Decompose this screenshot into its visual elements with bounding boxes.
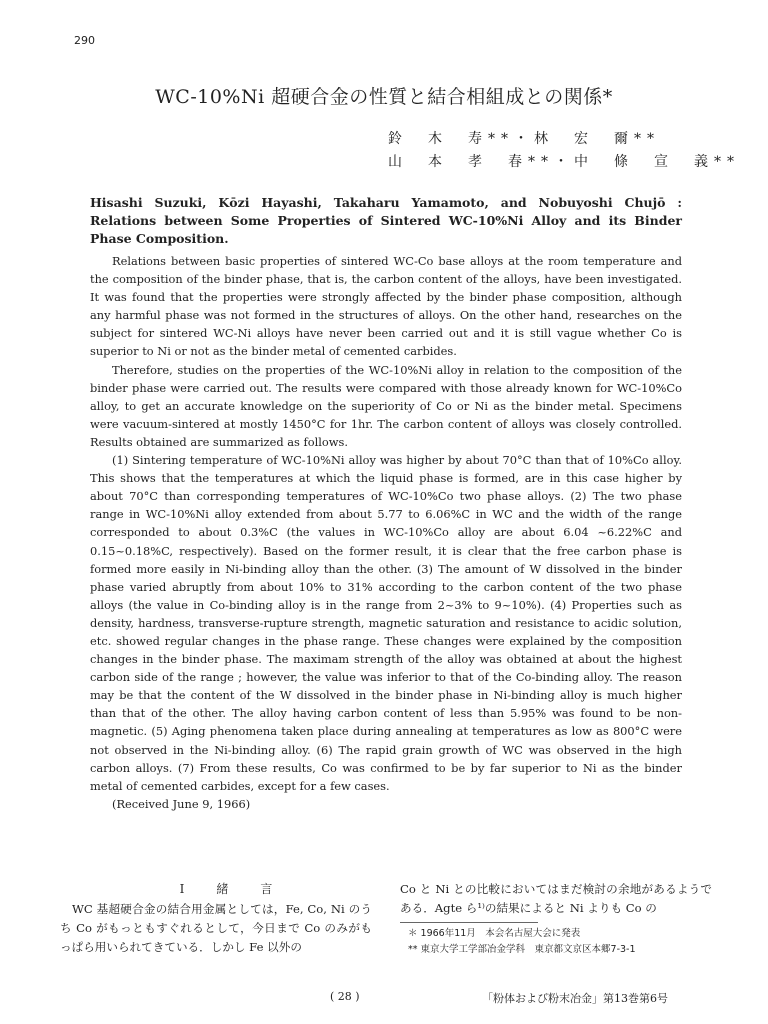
footnote-2: ** 東京大学工学部冶金学科 東京都文京区本郷7-3-1	[408, 944, 636, 955]
paper-title-english: Hisashi Suzuki, Kōzi Hayashi, Takaharu Yamamoto, and Nobuyoshi Chujō : Relations between Some Properties of Sintered WC-10%Ni Alloy and its Binder Phase Composition.	[90, 195, 682, 246]
intro-paragraph: WC 基超硬合金の結合用金属としては，Fe, Co, Ni のうち Co がもっともすぐれるとして，今日まで Co のみがもっぱら用いられてきている．しかし Fe 以外の	[60, 902, 372, 954]
abstract	[90, 252, 682, 813]
abstract-paragraph-3: (1) Sintering temperature of WC-10%Ni alloy was higher by about 70°C than that of 10%Co alloy. This shows that the temperatures at which the liquid phase is formed, are in this case higher by about 70°C than corresponding temperatures of WC-10%Co two phase alloys. (2) The two phase range in WC-10%Ni alloy extended from about 5.77 to 6.06%C in WC and the width of the range corresponded to about 0.3%C (the values in WC-10%Co alloy are about 6.04 ~6.22%C and 0.15~0.18%C, respectively). Based on the former result, it is clear that the free carbon phase is formed more easily in Ni-binding alloy than the other. (3) The amount of W dissolved in the binder phase varied abruptly from about 10% to 31% according to the carbon content of the two phase alloys (the value in Co-binding alloy is in the range from 2~3% to 9~10%). (4) Properties such as density, hardness, transverse-rupture strength, magnetic saturation and resistance to acidic solution, etc. showed regular changes in the phase range. These changes were explained by the composition changes in the binder phase. The maximam strength of the alloy was obtained at about the highest carbon side of the range ; however, the value was inferior to that of the Co-binding alloy. The reason may be that the content of the W dissolved in the binder phase in Ni-binding alloy is much higher than that of the other. The alloy having carbon content of less than 5.95% was found to be non-magnetic. (5) Aging phenomena taken place during annealing at temperatures as low as 800°C were not observed in the Ni-binding alloy. (6) The rapid grain growth of WC was observed in the high carbon alloys. (7) From these results, Co was confirmed to be by far superior to Ni as the binder metal of cemented carbides, except for a few cases.	[90, 453, 682, 793]
paper-title-japanese: WC-10%Ni 超硬合金の性質と結合相組成との関係*	[155, 86, 613, 108]
introduction-right-column	[400, 880, 712, 918]
abstract-paragraph-2: Therefore, studies on the properties of the WC-10%Ni alloy in relation to the composition of the binder phase were carried out. The results were compared with those already known for WC-10%Co alloy, to get an accurate knowledge on the superiority of Co or Ni as the binder metal. Specimens were vacuum-sintered at mostly 1450°C for 1hr. The carbon content of alloys was closely controlled. Results obtained are summarized as follows.	[90, 362, 682, 449]
journal-name: 「粉体および粉末冶金」第13巻第6号	[482, 992, 668, 1005]
footnotes	[408, 926, 708, 958]
section-heading-introduction: I 緒 言	[179, 882, 283, 896]
folio-number: ( 28 )	[330, 990, 360, 1003]
introduction-left-column	[60, 900, 372, 957]
page-number: 290	[74, 34, 95, 47]
abstract-paragraph-1: Relations between basic properties of sintered WC-Co base alloys at the room temperature and the composition of the binder phase, that is, the carbon content of the alloys, have been investigated. It was found that the properties were strongly affected by the binder phase composition, although any harmful phase was not formed in the structures of alloys. On the other hand, researches on the subject for sintered WC-Ni alloys have never been carried out and it is still vague whether Co is superior to Ni or not as the binder metal of cemented carbides.	[90, 254, 682, 359]
footnote-1: ＊ 1966年11月 本会名古屋大会に発表	[408, 928, 581, 939]
footnote-divider	[400, 922, 538, 923]
intro-continuation: Co と Ni との比較においてはまだ検討の余地があるようである．Agte ら¹⁾の結果によると Ni よりも Co の	[400, 882, 712, 915]
author-line-2: 山 本 孝 春**・中 條 宣 義**	[388, 154, 740, 170]
author-line-1: 鈴 木 寿**・林 宏 爾**	[388, 131, 660, 147]
received-date: (Received June 9, 1966)	[112, 796, 251, 811]
